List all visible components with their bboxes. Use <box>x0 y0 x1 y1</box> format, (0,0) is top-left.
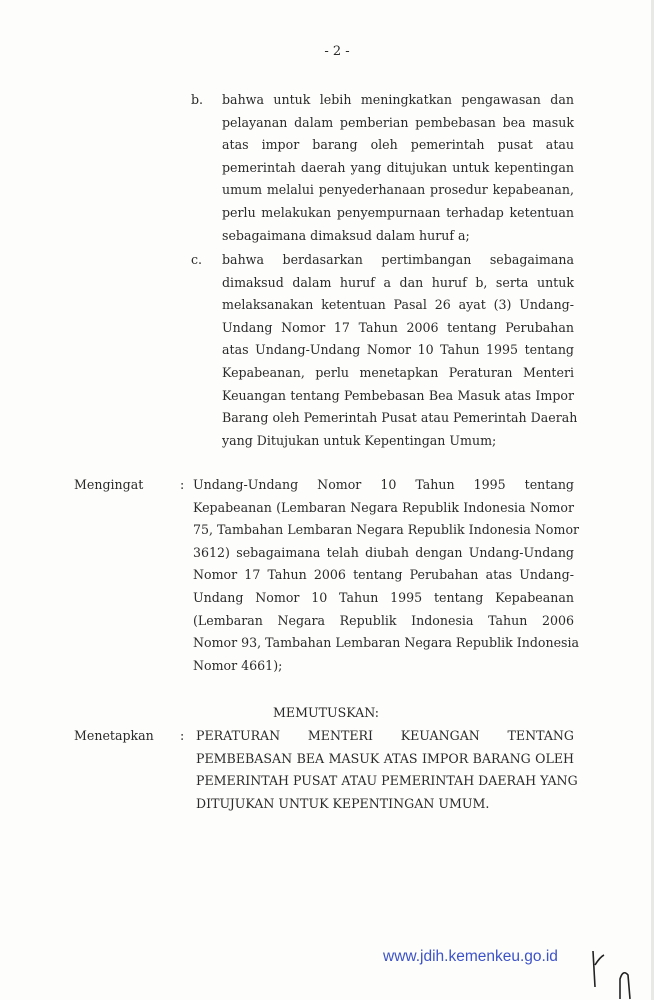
text-line: Undang Nomor 17 Tahun 2006 tentang Perubahan <box>222 319 574 335</box>
signature-initials-icon <box>590 945 650 1000</box>
text-line: 75, Tambahan Lembaran Negara Republik Indonesia Nomor <box>193 522 580 538</box>
menetapkan-label: Menetapkan <box>74 728 154 743</box>
consideration-text <box>222 89 574 247</box>
text-line: umum melalui penyederhanaan prosedur kepabeanan, <box>222 182 574 198</box>
mengingat-text <box>193 474 580 677</box>
text-line: pemerintah daerah yang ditujukan untuk kepentingan <box>222 159 574 175</box>
colon: : <box>180 728 185 743</box>
text-line: Nomor 17 Tahun 2006 tentang Perubahan atas Undang- <box>193 567 574 583</box>
text-line: bahwa untuk lebih meningkatkan pengawasan dan <box>222 92 574 107</box>
text-line: Kepabeanan (Lembaran Negara Republik Indonesia Nomor <box>193 499 574 515</box>
text-line: Undang-Undang Nomor 10 Tahun 1995 tentang <box>193 477 574 492</box>
item-letter: c. <box>191 252 203 267</box>
text-line: Barang oleh Pemerintah Pusat atau Pemerintah Daerah <box>222 410 578 426</box>
text-line: 3612) sebagaimana telah diubah dengan Undang-Undang <box>193 544 574 560</box>
text-line: melaksanakan ketentuan Pasal 26 ayat (3) Undang- <box>222 297 574 313</box>
text-line: atas impor barang oleh pemerintah pusat atau <box>222 137 574 153</box>
text-line: Undang Nomor 10 Tahun 1995 tentang Kepabeanan <box>193 589 574 605</box>
item-letter: b. <box>191 92 204 107</box>
text-line: perlu melakukan penyempurnaan terhadap ketentuan <box>222 204 574 220</box>
text-line: DITUJUKAN UNTUK KEPENTINGAN UMUM. <box>196 795 490 811</box>
consideration-text <box>222 249 578 452</box>
mengingat-label: Mengingat <box>74 477 144 492</box>
text-line: (Lembaran Negara Republik Indonesia Tahun 2006 <box>193 612 574 628</box>
text-line: dimaksud dalam huruf a dan huruf b, serta untuk <box>222 274 574 290</box>
memutuskan-text: MEMUTUSKAN: <box>273 705 380 720</box>
text-line: Kepabeanan, perlu menetapkan Peraturan Menteri <box>222 364 574 380</box>
text-line: atas Undang-Undang Nomor 10 Tahun 1995 tentang <box>222 342 574 358</box>
jdih-link[interactable]: www.jdih.kemenkeu.go.id <box>383 948 558 965</box>
text-line: yang Ditujukan untuk Kepentingan Umum; <box>222 432 497 448</box>
text-line: PEMBEBASAN BEA MASUK ATAS IMPOR BARANG OLEH <box>196 750 574 766</box>
text-line: Nomor 4661); <box>193 657 283 673</box>
text-line: pelayanan dalam pemberian pembebasan bea masuk <box>222 114 574 130</box>
text-line: PEMERINTAH PUSAT ATAU PEMERINTAH DAERAH YANG <box>196 773 578 789</box>
text-line: sebagaimana dimaksud dalam huruf a; <box>222 227 470 243</box>
colon: : <box>180 477 185 492</box>
text-line: bahwa berdasarkan pertimbangan sebagaimana <box>222 252 574 267</box>
text-line: Keuangan tentang Pembebasan Bea Masuk atas Impor <box>222 387 574 403</box>
text-line: Nomor 93, Tambahan Lembaran Negara Republik Indonesia <box>193 635 580 651</box>
menetapkan-text <box>196 725 578 815</box>
page-number: - 2 - <box>324 44 350 59</box>
text-line: PERATURAN MENTERI KEUANGAN TENTANG <box>196 728 574 743</box>
